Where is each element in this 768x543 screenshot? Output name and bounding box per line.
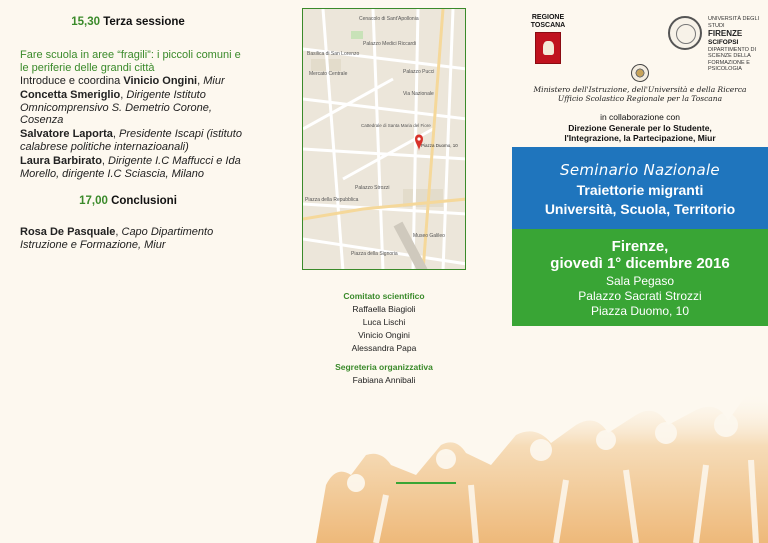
event-address: Piazza Duomo, 10 (590, 304, 690, 318)
map-label-1: Basilica di San Lorenzo (307, 51, 360, 57)
map-label-3: Palazzo Pucci (403, 69, 435, 75)
event-room: Sala Pegaso (605, 274, 675, 288)
university-seal-icon (668, 16, 702, 50)
italian-emblem-icon (631, 64, 649, 82)
committee-member: Raffaella Biagioli (352, 304, 416, 314)
session3-topic: Fare scuola in aree “fragili”: i piccoli comuni e le periferie delle grandi città (20, 49, 241, 74)
session3-title: Terza sessione (103, 16, 185, 28)
map-graphic (303, 9, 466, 270)
conclusions-header (0, 195, 256, 207)
committee-member: Luca Lischi (362, 317, 406, 327)
committee-heading: Comitato scientifico (343, 291, 425, 301)
seminar-subtitle: Università, Scuola, Territorio (544, 201, 736, 217)
city-map (302, 8, 466, 270)
map-label-9: Museo Galileo (413, 233, 445, 239)
secretariat-heading: Segreteria organizzativa (335, 362, 433, 372)
conclusions-title: Conclusioni (111, 195, 177, 207)
event-venue: Palazzo Sacrati Strozzi (578, 289, 702, 303)
cover-panel (512, 0, 768, 543)
map-label-6: Cattedrale di Santa Maria del Fiore (361, 123, 431, 128)
map-label-8: Piazza della Signoria (351, 251, 398, 257)
secretariat-member: Fabiana Annibali (352, 375, 416, 385)
speaker-1: Concetta Smeriglio, Dirigente Istituto Omnicomprensivo S. Demetrio Corone, Cosenza (20, 89, 212, 126)
conclusions-time: 17,00 (79, 195, 108, 207)
speaker-3: Laura Barbirato, Dirigente I.C Maffucci e Ida Morello, dirigente I.C Sciascia, Milano (20, 155, 241, 180)
map-label-10: Via Nazionale (403, 91, 434, 97)
seminar-kind: Seminario Nazionale (560, 161, 720, 179)
program-panel (0, 0, 256, 543)
map-label-4: Mercato Centrale (309, 71, 348, 77)
seminar-title: Traiettorie migranti (576, 182, 704, 198)
ministry-logo: Ministero dell'Istruzione, dell'Università e della Ricerca Ufficio Scolastico Regionale per la Toscana (512, 64, 768, 103)
map-label-7: Palazzo Strozzi (355, 185, 390, 191)
intro-line: Introduce e coordina Vinicio Ongini, Miur (20, 75, 225, 87)
session3-time: 15,30 (71, 16, 100, 28)
collaboration-text: in collaborazione con Direzione Generale per lo Studente, l'Integrazione, la Partecipazione, Miur (564, 112, 716, 143)
committee-member: Alessandra Papa (351, 343, 417, 353)
map-label-2: Palazzo Medici Riccardi (363, 41, 417, 47)
event-date: giovedì 1° dicembre 2016 (550, 255, 730, 272)
map-label-11: Piazza della Repubblica (305, 197, 359, 203)
seminar-title-band (512, 147, 768, 229)
session3-header (0, 16, 256, 28)
closing-speaker: Rosa De Pasquale, Capo Dipartimento Istruzione e Formazione, Miur (20, 226, 214, 251)
committee-member: Vinicio Ongini (358, 330, 410, 340)
event-city: Firenze, (611, 238, 669, 255)
speaker-2: Salvatore Laporta, Presidente Iscapi (istituto calabrese politiche internazioanali) (20, 128, 242, 153)
unifi-logo: UNIVERSITÀ DEGLI STUDI FIRENZE SCIFOPSI DIPARTIMENTO DI SCIENZE DELLA FORMAZIONE E PSICOLOGIA (668, 14, 764, 64)
event-info-band (512, 229, 768, 326)
map-label-0: Cenacolo di Sant'Apollonia (359, 16, 419, 22)
regione-toscana-logo: REGIONE TOSCANA (528, 14, 568, 64)
pegasus-shield-icon (535, 32, 561, 64)
committee-block (256, 290, 512, 355)
map-label-5: Piazza Duomo, 10 (421, 143, 458, 148)
